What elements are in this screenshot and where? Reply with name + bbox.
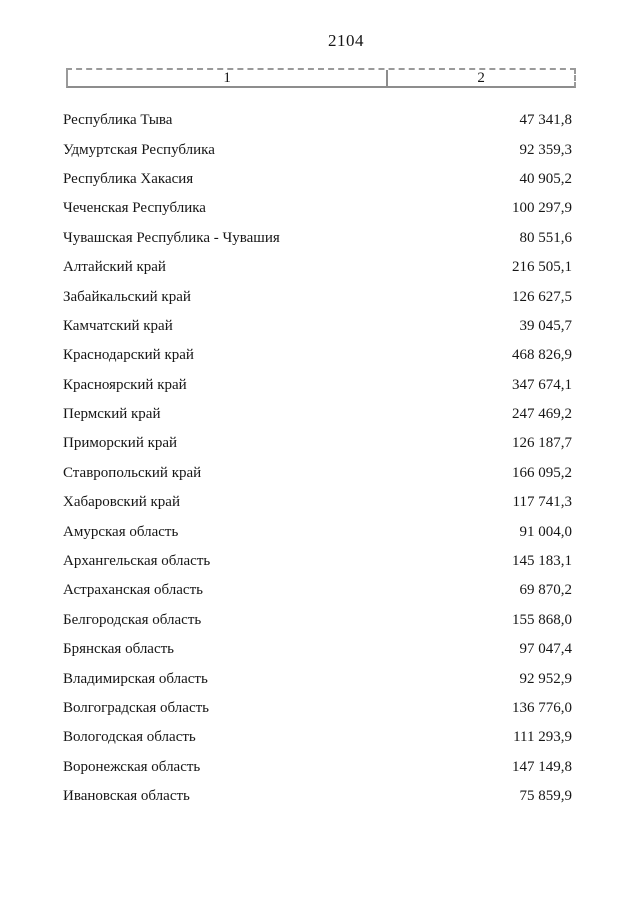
table-row	[63, 106, 572, 135]
region-value: 92 952,9	[519, 670, 572, 687]
table-row	[63, 753, 572, 782]
table-row	[63, 165, 572, 194]
region-label: Алтайский край	[63, 259, 166, 276]
table-row	[63, 341, 572, 370]
table-row	[63, 400, 572, 429]
table-row	[63, 606, 572, 635]
region-value: 216 505,1	[512, 259, 572, 276]
region-label: Волгоградская область	[63, 700, 209, 716]
region-label: Воронежская область	[63, 758, 201, 775]
region-label: Республика Тыва	[63, 112, 173, 129]
region-value: 47 341,8	[519, 112, 572, 129]
table-row	[63, 253, 572, 282]
region-value: 75 859,9	[519, 788, 572, 805]
region-value: 126 187,7	[512, 435, 572, 452]
region-label: Хабаровский край	[63, 494, 180, 511]
table-row	[63, 547, 572, 576]
region-label: Краснодарский край	[63, 347, 194, 364]
region-value: 155 868,0	[512, 611, 572, 628]
region-value: 247 469,2	[512, 406, 572, 423]
table-row	[63, 635, 572, 664]
region-value: 91 004,0	[519, 523, 572, 540]
table-row	[63, 224, 572, 253]
table-row	[63, 488, 572, 517]
region-label: Приморский край	[63, 435, 178, 452]
region-value: 117 741,3	[512, 494, 572, 511]
table-header-col2: 2	[477, 70, 485, 86]
region-label: Белгородская область	[63, 611, 202, 628]
region-value: 126 627,5	[512, 288, 572, 305]
table-row	[63, 194, 572, 223]
table-header-col1: 1	[68, 70, 388, 86]
table-row	[63, 694, 572, 723]
table-row	[63, 371, 572, 400]
table-row	[63, 664, 572, 693]
region-label: Чеченская Республика	[63, 200, 206, 217]
region-label: Забайкальский край	[63, 288, 191, 305]
region-value: 92 359,3	[519, 141, 572, 158]
region-label: Республика Хакасия	[63, 170, 194, 187]
region-label: Пермский край	[63, 406, 161, 423]
page-number: 2104	[328, 31, 364, 50]
region-value: 136 776,0	[512, 700, 572, 716]
region-value: 80 551,6	[519, 229, 572, 246]
region-label: Ивановская область	[63, 788, 190, 805]
table-row	[63, 282, 572, 311]
region-label: Красноярский край	[63, 376, 187, 393]
table-row	[63, 135, 572, 164]
region-label: Архангельская область	[63, 553, 211, 570]
region-label: Владимирская область	[63, 670, 208, 687]
region-value: 40 905,2	[519, 170, 572, 187]
region-label: Чувашская Республика - Чувашия	[63, 229, 280, 246]
region-label: Брянская область	[63, 641, 175, 658]
table-row	[63, 459, 572, 488]
region-value: 147 149,8	[512, 758, 572, 775]
region-value: 166 095,2	[512, 464, 572, 481]
region-value: 100 297,9	[512, 200, 572, 217]
region-label: Астраханская область	[63, 582, 203, 599]
region-value: 347 674,1	[512, 376, 572, 393]
region-value: 69 870,2	[519, 582, 572, 599]
region-label: Удмуртская Республика	[63, 141, 215, 158]
table-row	[63, 312, 572, 341]
table-row	[63, 517, 572, 546]
table-row	[63, 782, 572, 811]
region-value: 97 047,4	[519, 641, 572, 658]
table-row	[63, 429, 572, 458]
region-label: Камчатский край	[63, 317, 173, 334]
region-value: 39 045,7	[519, 317, 572, 334]
table-row	[63, 576, 572, 605]
region-label: Ставропольский край	[63, 464, 202, 481]
region-value: 111 293,9	[513, 729, 572, 746]
table-body	[63, 106, 572, 811]
region-value: 468 826,9	[512, 347, 572, 364]
table-header-row	[66, 68, 576, 88]
region-value: 145 183,1	[512, 553, 572, 570]
region-label: Вологодская область	[63, 729, 196, 746]
region-label: Амурская область	[63, 523, 179, 540]
table-row	[63, 723, 572, 752]
